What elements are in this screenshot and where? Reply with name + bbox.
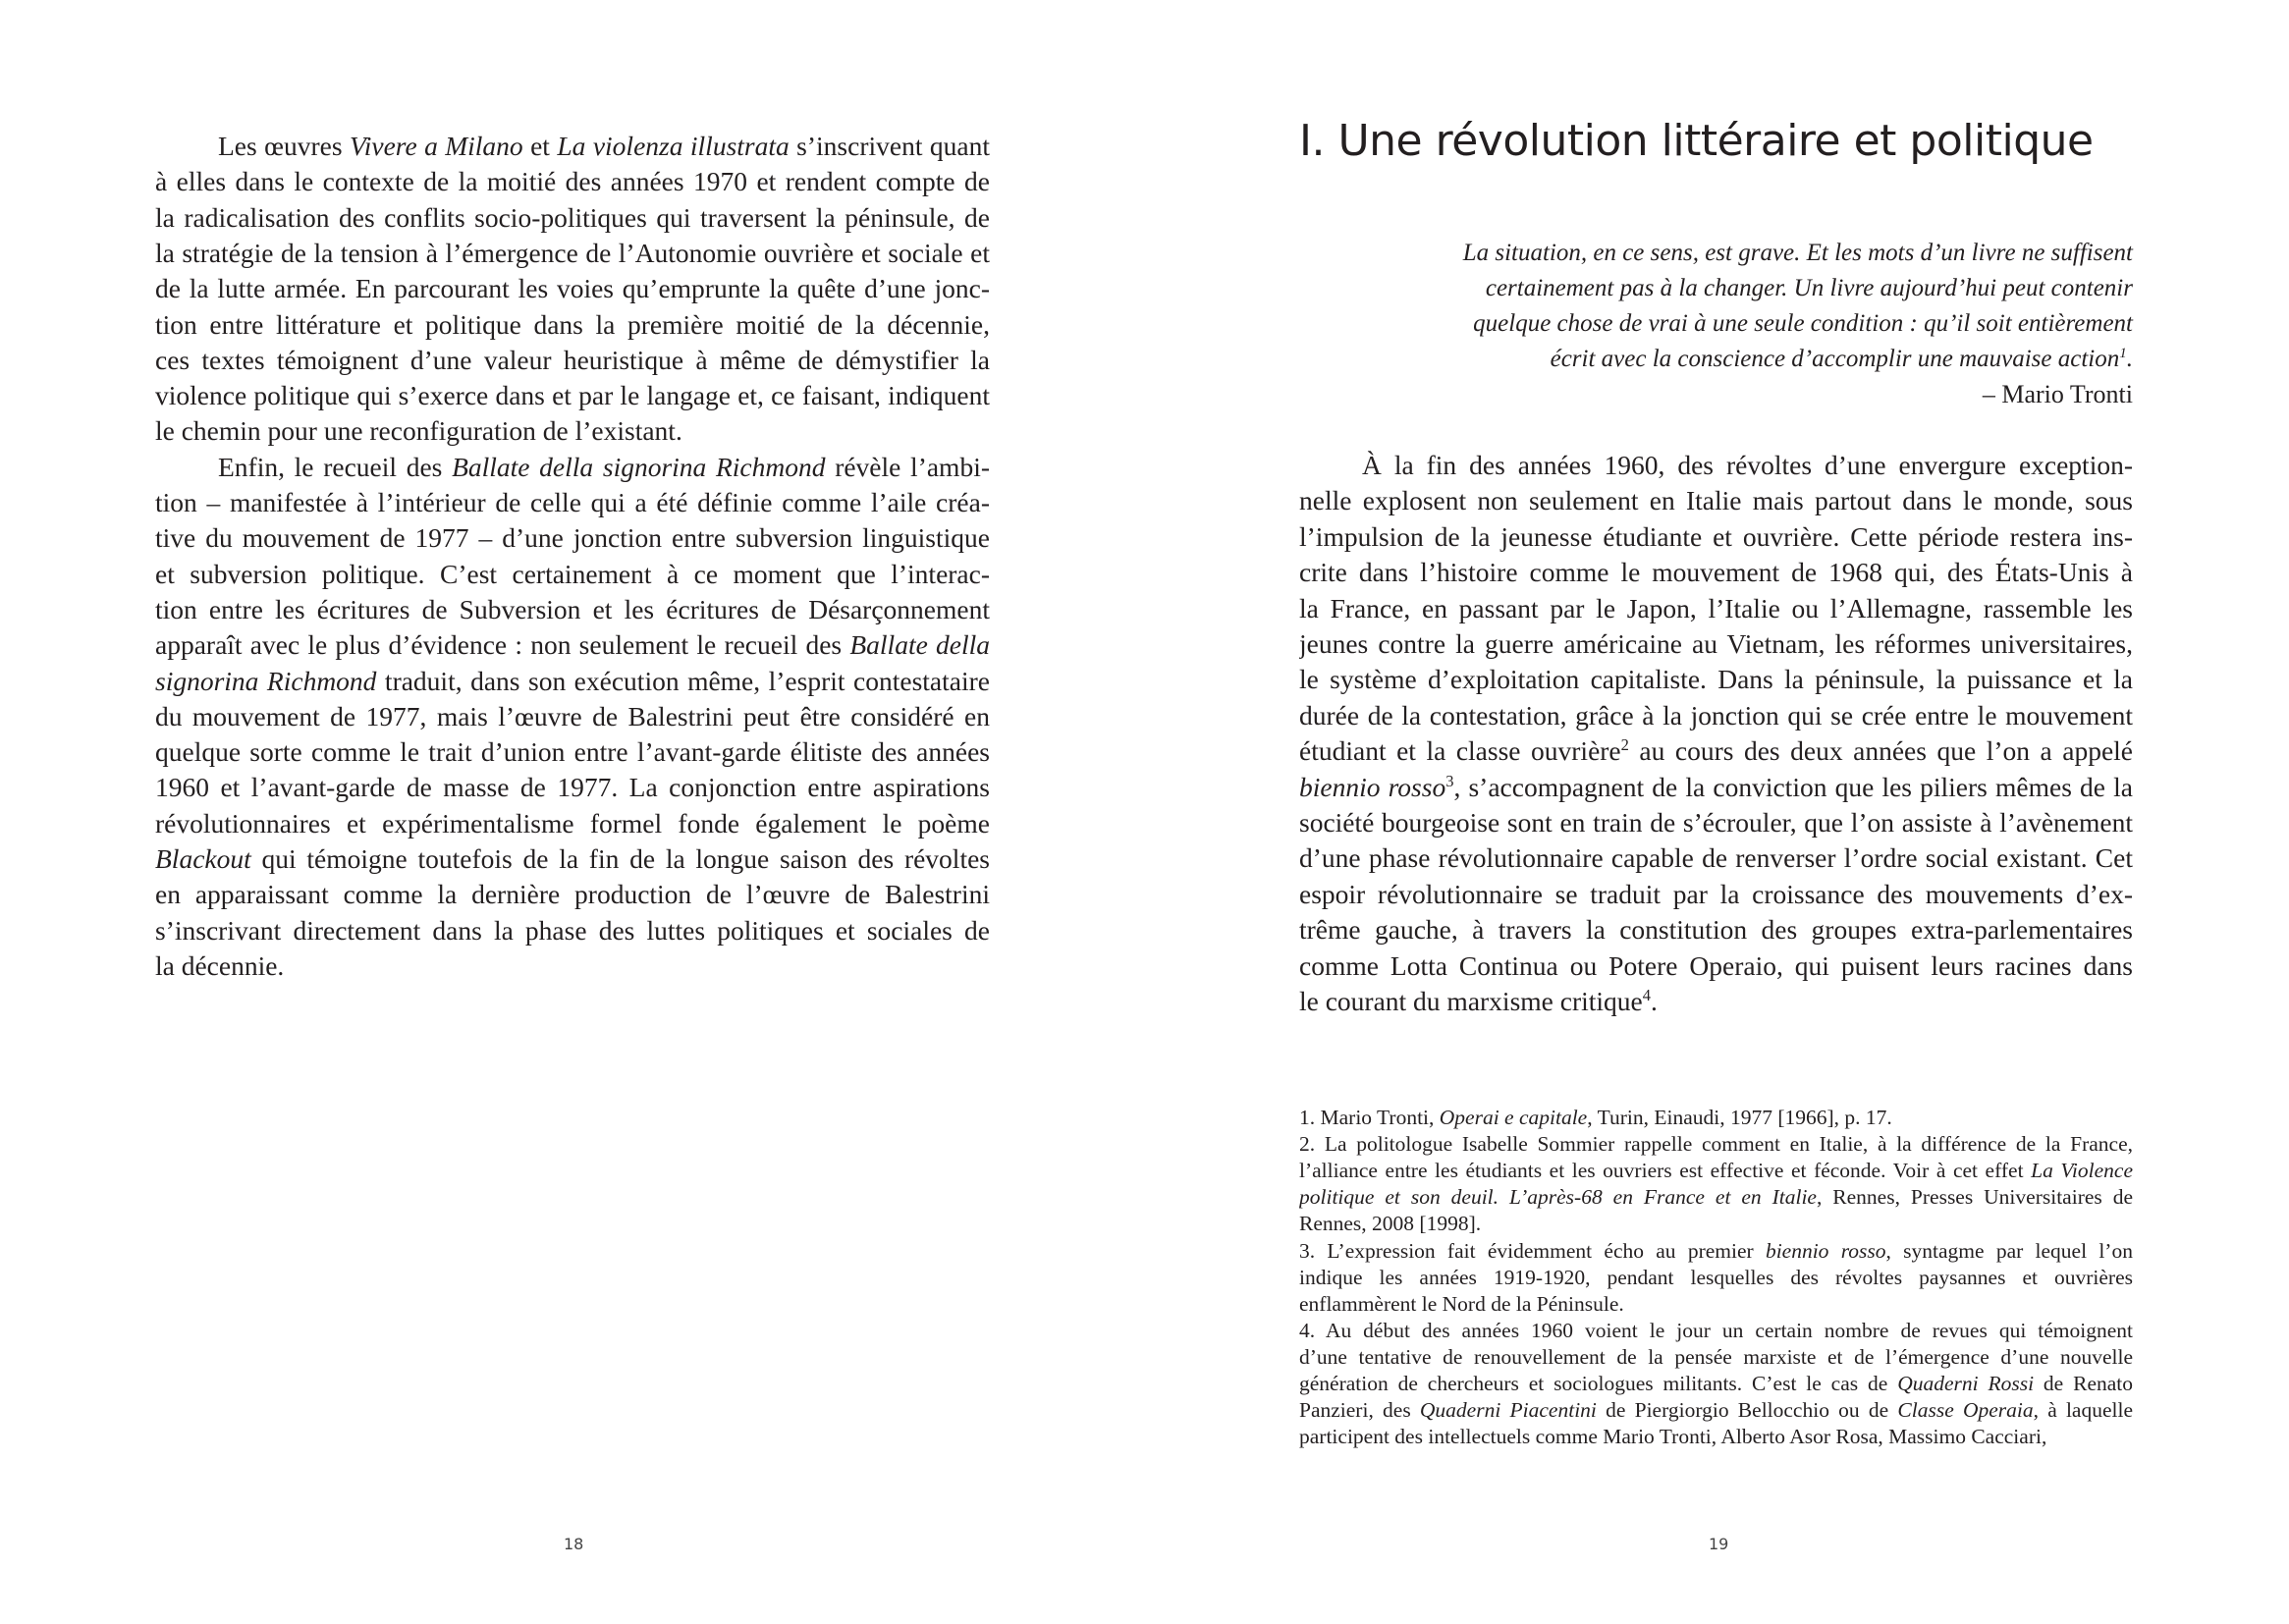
body-line [155, 557, 990, 592]
text-run: comme Lotta Continua ou Potere Operaio, qui puisent leurs racines dans [1299, 949, 2133, 981]
italic-title: biennio rosso [1299, 771, 1446, 802]
body-line [1299, 840, 2133, 876]
body-line [155, 520, 990, 556]
text-run: participent des intellectuels comme Mario Tronti, Alberto Asor Rosa, Massimo Cacciari, [1299, 1425, 2047, 1449]
text-run: 1. Mario Tronti, [1299, 1106, 1440, 1129]
body-line [155, 271, 990, 306]
text-run: révolutionnaires et expérimentalisme formel fonde également le poème [155, 807, 990, 839]
epigraph-line [1375, 342, 2133, 377]
text-run: l’alliance entre les étudiants et les ouvriers est effective et féconde. Voir à cet effet [1299, 1159, 2032, 1183]
body-line [155, 627, 990, 663]
body-line [1299, 948, 2133, 984]
text-run: À la fin des années 1960, des révoltes d’une envergure exception- [1362, 450, 2133, 480]
italic-title: signorina Richmond [155, 665, 377, 696]
italic-title: politique et son deuil. L’après-68 en France et en Italie [1299, 1185, 1817, 1210]
text-run: quelque sorte comme le trait d’union entre l’avant-garde élitiste des années [155, 736, 990, 768]
text-run: . [1651, 986, 1658, 1016]
footnote-line [1299, 1318, 2133, 1344]
footnote-line [1299, 1184, 2133, 1211]
text-run: qui témoigne toutefois de la fin de la longue saison des révoltes [250, 843, 990, 874]
italic-title: Quaderni Rossi [1897, 1372, 2035, 1395]
body-line [155, 200, 990, 236]
text-run: trême gauche, à travers la constitution des groupes extra-parlementaires [1299, 914, 2133, 946]
body-line [155, 734, 990, 770]
body-line [155, 877, 990, 912]
body-line [1299, 555, 2133, 590]
text-run: de Piergiorgio Bellocchio ou de [1596, 1398, 1898, 1423]
body-line [1362, 448, 2133, 483]
body-line [155, 307, 990, 343]
body-line [1299, 912, 2133, 947]
text-run: , s’accompagnent de la conviction que les piliers mêmes de la [1453, 771, 2133, 802]
body-line [155, 699, 990, 734]
italic-title: Quaderni Piacentini [1419, 1398, 1597, 1423]
footnote-reference[interactable]: 3 [1445, 771, 1454, 790]
text-run: le chemin pour une reconfiguration de l’existant. [155, 415, 682, 447]
text-run: du mouvement de 1977, mais l’œuvre de Balestrini peut être considéré en [155, 700, 990, 731]
body-line [155, 236, 990, 271]
text-run: ces textes témoignent d’une valeur heuristique à même de démystifier la [155, 344, 990, 375]
text-run: nelle explosent non seulement en Italie mais partout dans le monde, sous [1299, 485, 2133, 516]
italic-title: La violenza illustrata [557, 131, 790, 161]
text-run: La situation, en ce sens, est grave. Et les mots d’un livre ne suffisent [1462, 240, 2133, 266]
text-run: 3. L’expression fait évidemment écho au premier [1299, 1238, 1766, 1263]
body-line [1299, 984, 2133, 1019]
page-number-right: 19 [1709, 1535, 1729, 1553]
text-run: Panzieri, des [1299, 1398, 1420, 1423]
text-run: révèle l’ambi- [825, 451, 990, 482]
text-run: l’impulsion de la jeunesse étudiante et ouvrière. Cette période restera ins- [1299, 520, 2133, 552]
body-line [155, 841, 990, 877]
italic-title: Operai e capitale [1439, 1106, 1588, 1129]
body-line [218, 129, 990, 164]
body-line [1299, 733, 2133, 769]
text-run: Les œuvres [218, 131, 350, 161]
epigraph-line [1375, 306, 2133, 342]
body-line [155, 948, 990, 984]
text-run: 2. La politologue Isabelle Sommier rappelle comment en Italie, à la différence de la France, [1299, 1132, 2133, 1157]
text-run: tive du mouvement de 1977 – d’une jonction entre subversion linguistique [155, 522, 990, 554]
body-line [155, 592, 990, 627]
text-run: espoir révolutionnaire se traduit par la croissance des mouvements d’ex- [1299, 878, 2133, 909]
text-run: indique les années 1919-1920, pendant lesquelles des révoltes paysannes et ouvrières [1299, 1265, 2133, 1289]
text-run: écrit avec la conscience d’accomplir une mauvaise action [1550, 346, 2120, 372]
text-run: , à laquelle [2033, 1398, 2133, 1423]
text-run: au cours des deux années que l’on a appelé [1628, 735, 2133, 767]
left-page [0, 0, 1144, 1624]
text-run: société bourgeoise sont en train de s’écrouler, que l’on assiste à l’avènement [1299, 807, 2133, 838]
text-run: à elles dans le contexte de la moitié des années 1970 et rendent compte de [155, 166, 990, 197]
footnote-line [1299, 1371, 2133, 1397]
footnote-reference[interactable]: 4 [1642, 986, 1651, 1005]
text-run: et [522, 131, 558, 161]
footnote-reference[interactable]: 1 [2119, 346, 2127, 361]
text-run: apparaît avec le plus d’évidence : non seulement le recueil des [155, 629, 850, 661]
footnote-line [1299, 1424, 2133, 1450]
text-run: de la lutte armée. En parcourant les voies qu’emprunte la quête d’une jonc- [155, 273, 990, 304]
text-run: , Rennes, Presses Universitaires de [1816, 1185, 2133, 1210]
footnote-line [1299, 1211, 2133, 1237]
text-run: 1960 et l’avant-garde de masse de 1977. La conjonction entre aspirations [155, 772, 990, 803]
italic-title: Blackout [155, 843, 251, 874]
text-run: tion entre les écritures de Subversion et les écritures de Désarçonnement [155, 593, 990, 624]
body-line [1299, 770, 2133, 805]
italic-title: La Violence [2031, 1159, 2133, 1183]
text-run: et subversion politique. C’est certainement à ce moment que l’interac- [155, 558, 990, 589]
footnote-line [1299, 1131, 2133, 1158]
text-run: la radicalisation des conflits socio-politiques qui traversent la péninsule, de [155, 201, 990, 233]
footnote-line [1299, 1291, 2133, 1318]
body-line [155, 485, 990, 520]
footnote-line [1299, 1105, 2133, 1131]
text-run: , syntagme par lequel l’on [1885, 1238, 2133, 1263]
text-run: la stratégie de la tension à l’émergence de l’Autonomie ouvrière et sociale et [155, 237, 990, 268]
text-run: la décennie. [155, 949, 285, 981]
body-line [1299, 805, 2133, 840]
body-line [1299, 698, 2133, 733]
text-run: tion entre littérature et politique dans la première moitié de la décennie, [155, 308, 990, 340]
body-line [1299, 483, 2133, 518]
text-run: de Renato [2034, 1372, 2133, 1395]
text-run: Enfin, le recueil des [218, 451, 453, 482]
body-line [1299, 877, 2133, 912]
text-run: traduit, dans son exécution même, l’esprit contestataire [376, 665, 990, 696]
body-line [1299, 626, 2133, 662]
text-run: 4. Au début des années 1960 voient le jour un certain nombre de revues qui témoignent [1299, 1318, 2133, 1342]
text-run: enflammèrent le Nord de la Péninsule. [1299, 1291, 1624, 1316]
text-run: . [2126, 346, 2133, 372]
text-run: s’inscrivent quant [789, 131, 990, 161]
text-run: d’une tentative de renouvellement de la pensée marxiste et de l’émergence d’une nouvelle [1299, 1344, 2133, 1369]
epigraph-line [1375, 236, 2133, 271]
epigraph-attribution: – Mario Tronti [1982, 380, 2133, 408]
text-run: violence politique qui s’exerce dans et par le langage et, ce faisant, indiquent [155, 380, 990, 411]
body-line [1299, 662, 2133, 697]
body-line [1299, 591, 2133, 626]
italic-title: Ballate della [849, 629, 990, 661]
body-line [155, 806, 990, 841]
text-run: le système d’exploitation capitaliste. Dans la péninsule, la puissance et la [1299, 664, 2133, 695]
body-line [155, 913, 990, 948]
text-run: la France, en passant par le Japon, l’Italie ou l’Allemagne, rassemble les [1299, 592, 2133, 623]
text-run: tion – manifestée à l’intérieur de celle qui a été définie comme l’aile créa- [155, 487, 990, 517]
text-run: le courant du marxisme critique [1299, 986, 1643, 1016]
footnote-line [1299, 1158, 2133, 1184]
text-run: s’inscrivant directement dans la phase des luttes politiques et sociales de [155, 914, 990, 946]
body-line [155, 164, 990, 199]
text-run: étudiant et la classe ouvrière [1299, 735, 1621, 767]
body-line [155, 664, 990, 699]
body-line [218, 450, 990, 485]
body-line [155, 413, 990, 449]
page-number-left: 18 [564, 1535, 584, 1553]
text-run: génération de chercheurs et sociologues militants. C’est le cas de [1299, 1372, 1898, 1395]
footnote-reference[interactable]: 2 [1620, 735, 1629, 755]
chapter-heading: I. Une révolution littéraire et politique [1299, 116, 2094, 166]
text-run: d’une phase révolutionnaire capable de renverser l’ordre social existant. Cet [1299, 842, 2133, 874]
footnote-line [1299, 1238, 2133, 1265]
text-run: jeunes contre la guerre américaine au Vietnam, les réformes universitaires, [1299, 628, 2133, 659]
italic-title: Classe Operaia [1897, 1398, 2034, 1423]
footnote-line [1299, 1265, 2133, 1291]
text-run: quelque chose de vrai à une seule condition : qu’il soit entièrement [1473, 310, 2133, 337]
text-run: certainement pas à la changer. Un livre aujourd’hui peut contenir [1485, 275, 2133, 301]
text-run: en apparaissant comme la dernière production de l’œuvre de Balestrini [155, 879, 990, 910]
text-run: , Turin, Einaudi, 1977 [1966], p. 17. [1587, 1106, 1892, 1129]
text-run: crite dans l’histoire comme le mouvement de 1968 qui, des États-Unis à [1299, 557, 2133, 588]
body-line [1299, 519, 2133, 555]
footnote-line [1299, 1344, 2133, 1371]
italic-title: biennio rosso [1765, 1238, 1886, 1263]
text-run: Rennes, 2008 [1998]. [1299, 1212, 1482, 1236]
italic-title: Ballate della signorina Richmond [452, 451, 826, 482]
epigraph-line [1375, 271, 2133, 306]
body-line [155, 770, 990, 805]
body-line [155, 378, 990, 413]
body-line [155, 343, 990, 378]
footnote-line [1299, 1397, 2133, 1424]
text-run: durée de la contestation, grâce à la jonction qui se crée entre le mouvement [1299, 699, 2133, 731]
italic-title: Vivere a Milano [349, 131, 523, 161]
